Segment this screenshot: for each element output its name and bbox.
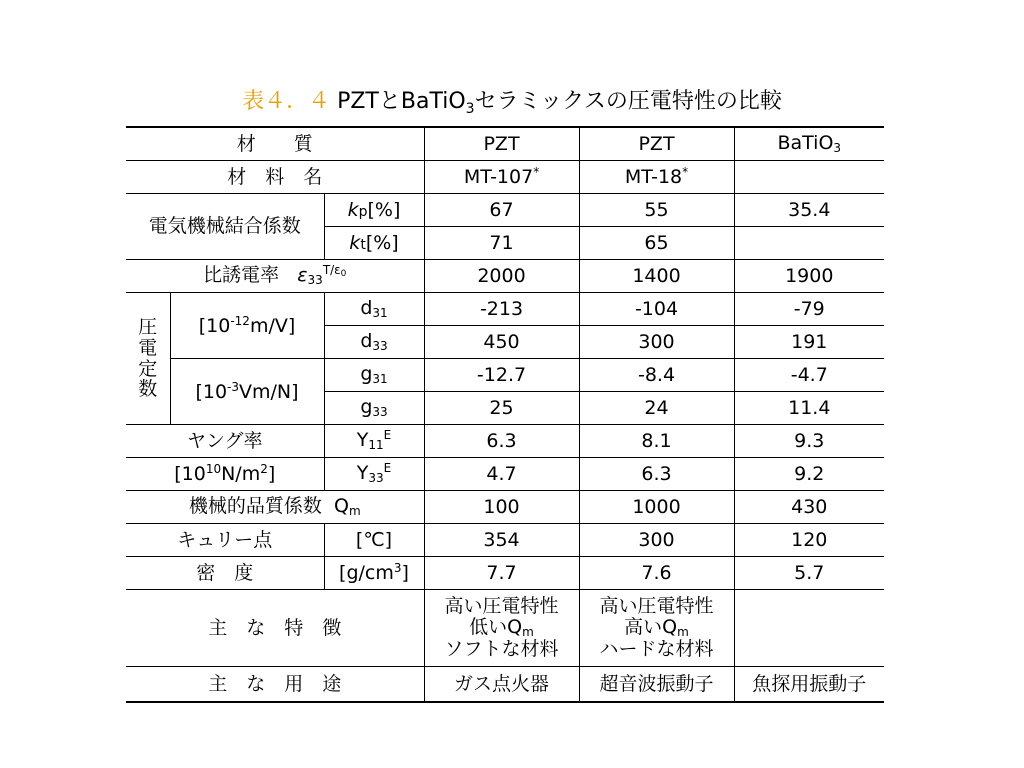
- piezo-group-label: [126, 293, 170, 425]
- y33-value-3: 9.2: [734, 458, 884, 491]
- kp-value-1: 67: [424, 194, 579, 227]
- kp-unit: [%]: [367, 198, 401, 221]
- feature-line: ソフトな材料: [444, 638, 559, 661]
- coupling-label: 電気機械結合係数: [126, 194, 324, 260]
- permittivity-sup-sub: 0: [340, 269, 347, 280]
- table-row: [126, 524, 884, 557]
- qm-value-2: 1000: [579, 491, 734, 524]
- d-unit-b: m/V]: [249, 314, 296, 337]
- feature-line: [580, 617, 734, 639]
- table-row: [126, 425, 884, 458]
- feature-line: ハードな材料: [599, 638, 714, 661]
- permittivity-sub: 33: [307, 273, 323, 288]
- g33-sub: 33: [372, 404, 388, 419]
- d31-value-3: -79: [734, 293, 884, 326]
- g-unit-sup: -3: [227, 379, 239, 394]
- table-row: [126, 491, 884, 524]
- qm-value-1: 100: [424, 491, 579, 524]
- header-batio3-text: BaTiO: [777, 131, 834, 154]
- qm-label-cell: [126, 491, 424, 524]
- feature-q-text: 高いQ: [624, 615, 678, 638]
- young-unit-c: ]: [267, 463, 276, 486]
- features-value-3: [734, 590, 884, 667]
- qm-value-3: 430: [734, 491, 884, 524]
- table-row: [126, 667, 884, 703]
- d33-value-3: 191: [734, 326, 884, 359]
- y33-sym: Y: [356, 462, 369, 485]
- young-unit-a: [10: [174, 463, 206, 486]
- d31-symbol: [324, 293, 424, 326]
- curie-label: キュリー点: [126, 524, 324, 557]
- density-value-3: 5.7: [734, 557, 884, 590]
- young-unit-sup1: 10: [205, 462, 222, 477]
- g33-sym: g: [360, 395, 373, 418]
- kp-sub: p: [358, 203, 368, 220]
- kp-value-3: 35.4: [734, 194, 884, 227]
- features-value-1: [424, 590, 579, 667]
- permittivity-value-1: 2000: [424, 260, 579, 293]
- table-row: [126, 458, 884, 491]
- features-value-2: [579, 590, 734, 667]
- curie-value-2: 300: [579, 524, 734, 557]
- feature-line: [425, 617, 579, 639]
- features-label: 主 な 特 徴: [126, 590, 424, 667]
- g31-value-2: -8.4: [579, 359, 734, 392]
- kt-value-1: 71: [424, 227, 579, 260]
- density-unit: [324, 557, 424, 590]
- table-row: [126, 194, 884, 227]
- permittivity-value-3: 1900: [734, 260, 884, 293]
- g33-value-2: 24: [579, 392, 734, 425]
- density-unit-b: ]: [401, 562, 409, 585]
- qm-sub: m: [348, 503, 361, 518]
- young-unit-b: N/m: [221, 463, 261, 486]
- y33-sup: E: [383, 461, 392, 476]
- kp-value-2: 55: [579, 194, 734, 227]
- header-batio3: [734, 127, 884, 161]
- young-unit-sup2: 2: [260, 462, 268, 477]
- y11-value-1: 6.3: [424, 425, 579, 458]
- header-batio3-sub: 3: [833, 140, 842, 155]
- curie-unit: [℃]: [324, 524, 424, 557]
- permittivity-sup: T/ε: [322, 263, 341, 278]
- kt-k: k: [349, 231, 361, 254]
- piezo-label-char: 定: [138, 357, 158, 380]
- y11-value-3: 9.3: [734, 425, 884, 458]
- g31-symbol: [324, 359, 424, 392]
- material-name-3: [734, 161, 884, 194]
- d-unit-a: [10: [198, 314, 231, 337]
- table-row: [126, 260, 884, 293]
- feature-q-text: 低いQ: [469, 615, 523, 638]
- d31-value-1: -213: [424, 293, 579, 326]
- table-title: [0, 84, 1024, 117]
- g-unit-a: [10: [195, 380, 228, 403]
- qm-label: 機械的品質係数: [188, 494, 322, 517]
- piezo-label-char: 電: [138, 336, 158, 359]
- d31-sym: d: [360, 296, 373, 319]
- header-pzt-1: PZT: [424, 127, 579, 161]
- y11-symbol: [324, 425, 424, 458]
- kp-k: k: [347, 198, 359, 221]
- material-name-1: [424, 161, 579, 194]
- header-material: 材 質: [126, 127, 424, 161]
- density-value-2: 7.6: [579, 557, 734, 590]
- header-pzt-2: PZT: [579, 127, 734, 161]
- g31-sub: 31: [372, 371, 388, 386]
- kp-symbol: [324, 194, 424, 227]
- density-unit-sup: 3: [393, 561, 402, 576]
- title-subscript: 3: [465, 101, 475, 117]
- table-row: [126, 590, 884, 667]
- d31-sub: 31: [372, 305, 388, 320]
- y33-value-2: 6.3: [579, 458, 734, 491]
- piezo-label-char: 数: [138, 378, 158, 401]
- density-unit-a: [g/cm: [339, 562, 394, 585]
- y33-sub: 33: [368, 471, 384, 486]
- g33-value-1: 25: [424, 392, 579, 425]
- uses-value-2: 超音波振動子: [579, 667, 734, 703]
- d-unit-sup: -12: [230, 313, 250, 328]
- curie-value-3: 120: [734, 524, 884, 557]
- permittivity-label-cell: [126, 260, 424, 293]
- g31-sym: g: [360, 362, 373, 385]
- permittivity-label: 比誘電率: [203, 264, 280, 287]
- y33-symbol: [324, 458, 424, 491]
- table-number: 表４．４: [242, 89, 331, 114]
- d33-sub: 33: [372, 338, 388, 353]
- uses-value-3: 魚探用振動子: [734, 667, 884, 703]
- d33-symbol: [324, 326, 424, 359]
- g-unit: [170, 359, 324, 425]
- feature-q-sub: m: [677, 624, 689, 639]
- table-row: [126, 359, 884, 392]
- material-name-2-sup: *: [682, 165, 689, 180]
- d33-sym: d: [360, 329, 373, 352]
- g31-value-3: -4.7: [734, 359, 884, 392]
- y33-value-1: 4.7: [424, 458, 579, 491]
- y11-sub: 11: [368, 438, 384, 453]
- young-label: ヤング率: [126, 425, 324, 458]
- g33-value-3: 11.4: [734, 392, 884, 425]
- feature-line: 高い圧電特性: [599, 595, 714, 618]
- material-name-1-sup: *: [533, 165, 540, 180]
- permittivity-eps: ε: [297, 264, 308, 287]
- d33-value-2: 300: [579, 326, 734, 359]
- material-name-1-text: MT-107: [463, 166, 534, 189]
- kt-sub: t: [360, 236, 366, 253]
- title-text-a: PZTとBaTiO: [337, 89, 466, 114]
- d31-value-2: -104: [579, 293, 734, 326]
- qm-sym: Q: [333, 494, 349, 517]
- density-value-1: 7.7: [424, 557, 579, 590]
- g-unit-b: Vm/N]: [239, 380, 299, 403]
- curie-value-1: 354: [424, 524, 579, 557]
- y11-sup: E: [383, 428, 392, 443]
- feature-line: 高い圧電特性: [444, 595, 559, 618]
- material-name-label: 材 料 名: [126, 161, 424, 194]
- kt-unit: [%]: [365, 231, 399, 254]
- uses-value-1: ガス点火器: [424, 667, 579, 703]
- material-name-2: [579, 161, 734, 194]
- g31-value-1: -12.7: [424, 359, 579, 392]
- d33-value-1: 450: [424, 326, 579, 359]
- feature-q-sub: m: [522, 624, 534, 639]
- d-unit: [170, 293, 324, 359]
- kt-symbol: [324, 227, 424, 260]
- table-row: [126, 127, 884, 161]
- kt-value-3: [734, 227, 884, 260]
- title-text-b: セラミックスの圧電特性の比較: [474, 89, 782, 114]
- material-name-2-text: MT-18: [624, 166, 683, 189]
- g33-symbol: [324, 392, 424, 425]
- table-row: [126, 161, 884, 194]
- y11-value-2: 8.1: [579, 425, 734, 458]
- kt-value-2: 65: [579, 227, 734, 260]
- y11-sym: Y: [356, 429, 369, 452]
- table-row: [126, 293, 884, 326]
- young-unit: [126, 458, 324, 491]
- uses-label: 主 な 用 途: [126, 667, 424, 703]
- density-label: 密 度: [126, 557, 324, 590]
- permittivity-value-2: 1400: [579, 260, 734, 293]
- piezo-label-char: 圧: [138, 315, 158, 338]
- comparison-table: [126, 126, 884, 703]
- table-row: [126, 557, 884, 590]
